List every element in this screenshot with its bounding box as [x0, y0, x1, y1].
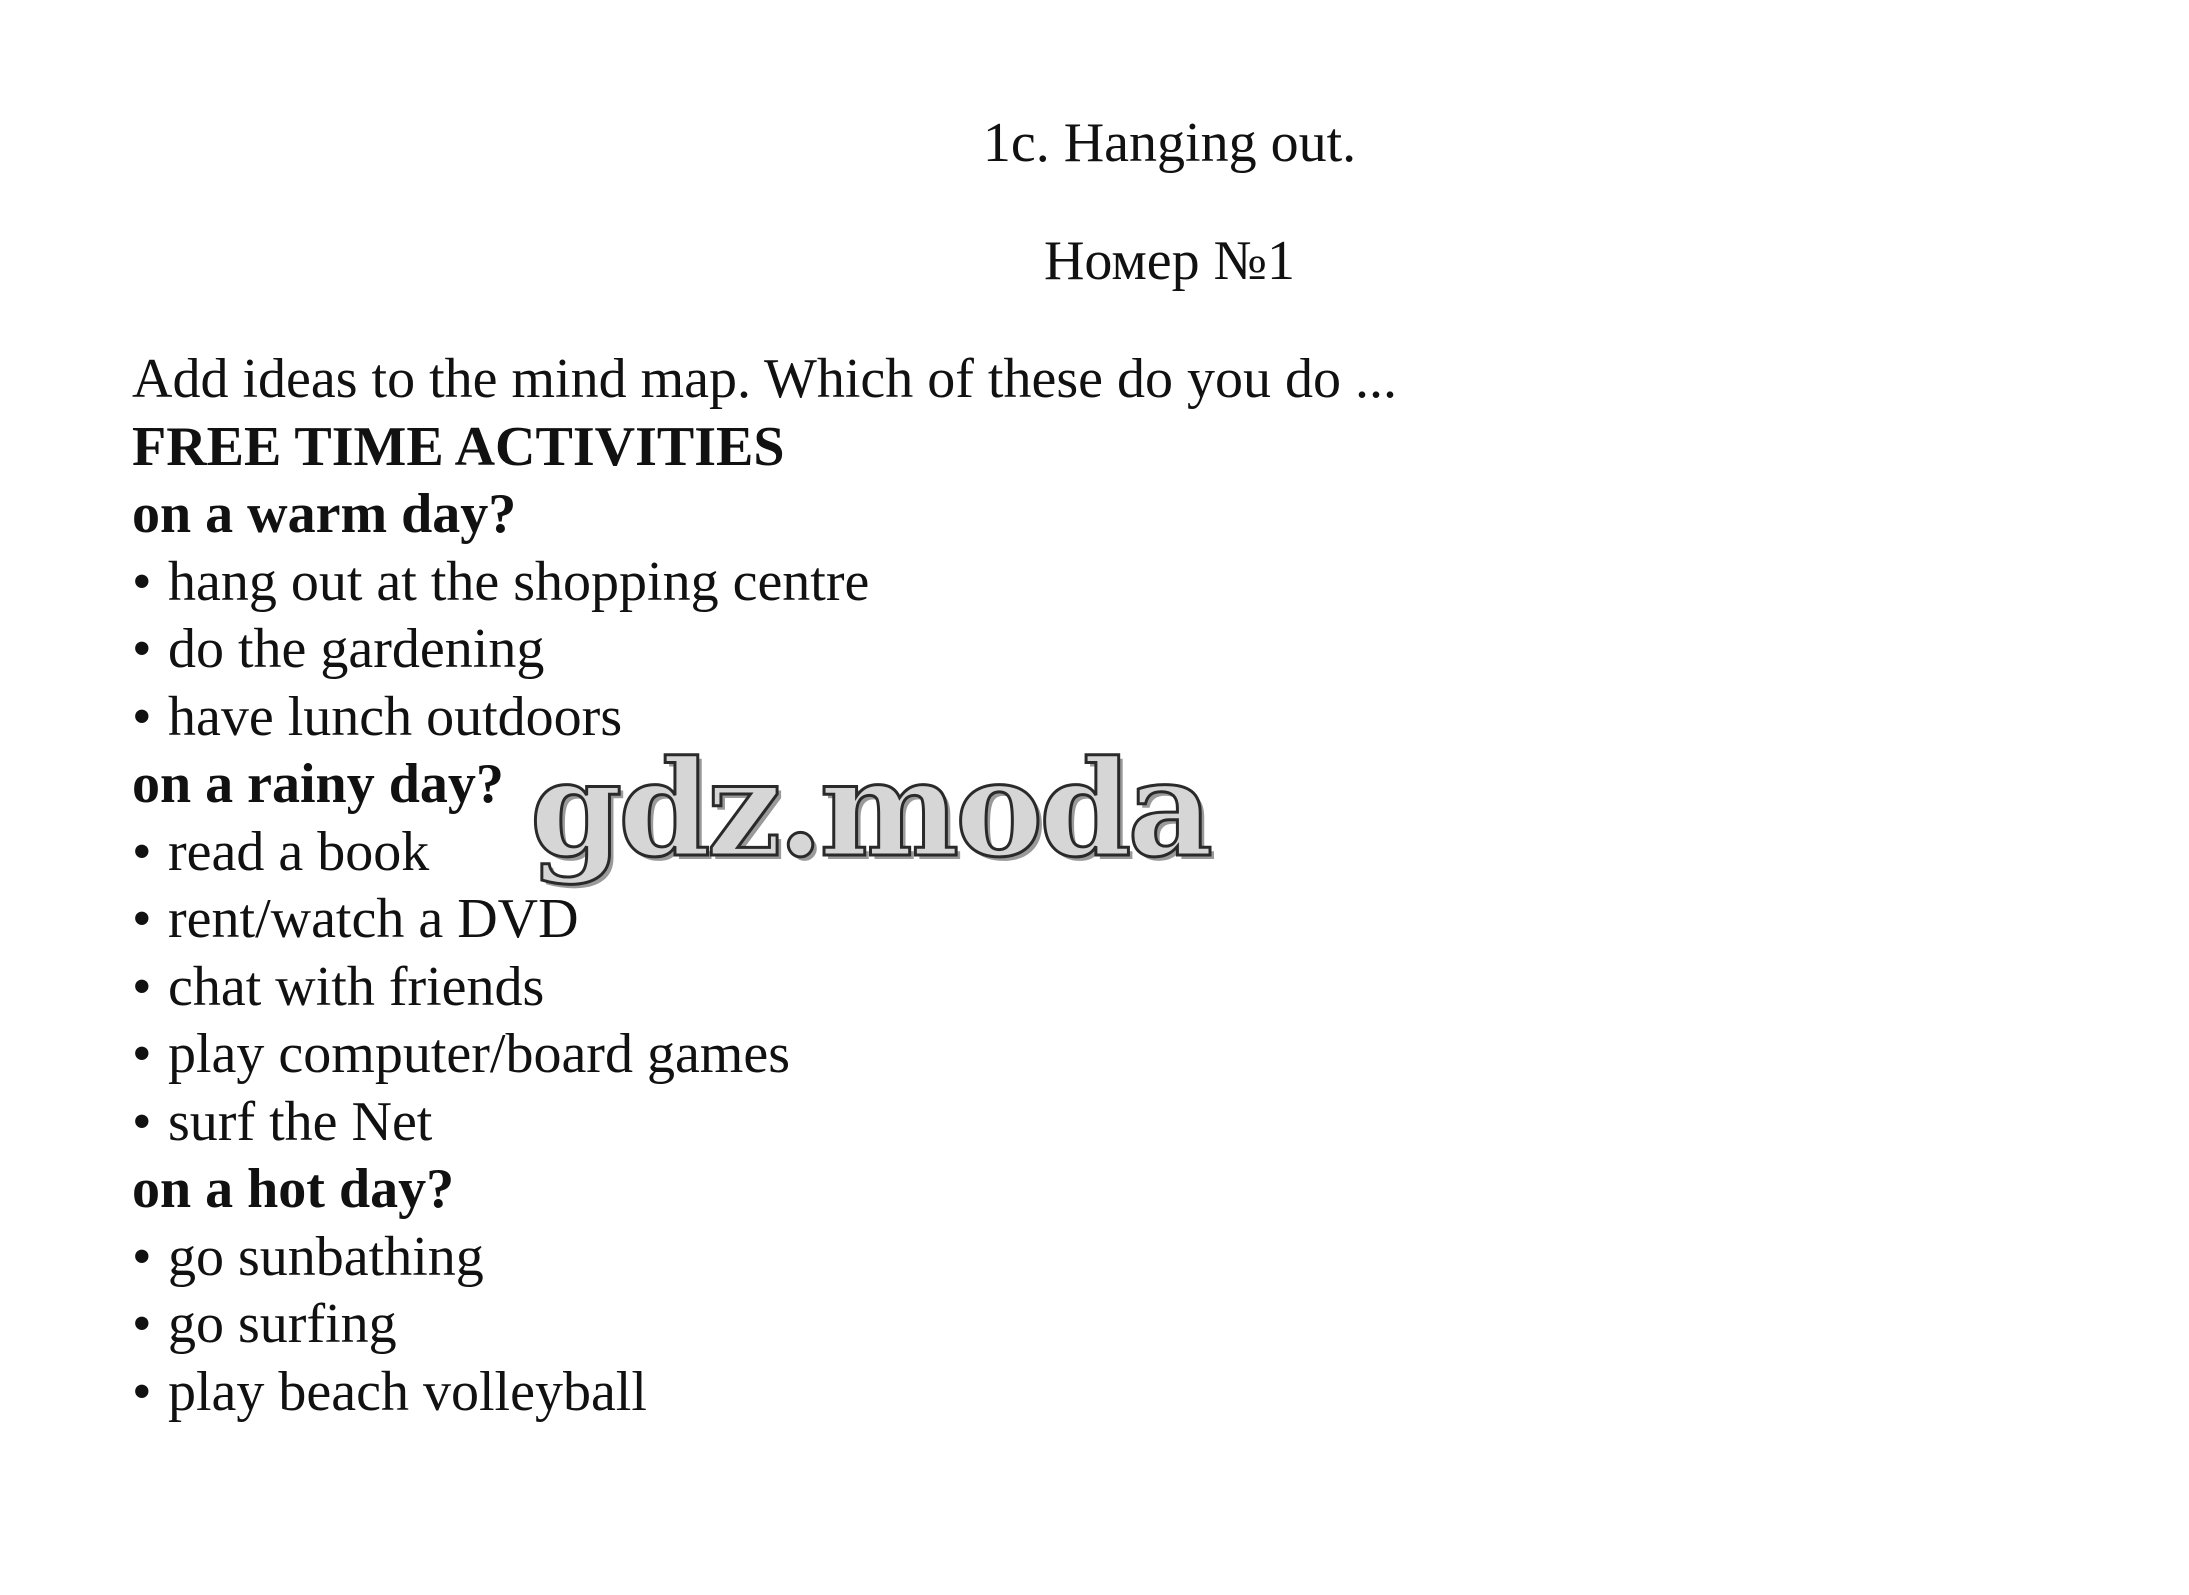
section-warm-day: [132, 481, 2032, 751]
list-item: • chat with friends: [132, 954, 2032, 1022]
section-heading: on a warm day?: [132, 483, 517, 545]
list-item: • read a book: [132, 819, 2032, 887]
section-heading: on a hot day?: [132, 1158, 455, 1220]
instruction-text: Add ideas to the mind map. Which of these do you do ...: [132, 348, 1397, 410]
list-item: • go sunbathing: [132, 1224, 2032, 1292]
mind-map-heading: FREE TIME ACTIVITIES: [132, 415, 785, 478]
list-item: • go surfing: [132, 1291, 2032, 1359]
section-hot-day: [132, 1156, 2032, 1426]
list-item: • rent/watch a DVD: [132, 886, 2032, 954]
list-item: • do the gardening: [132, 616, 2032, 684]
list-item: • have lunch outdoors: [132, 684, 2032, 752]
list-item: • play computer/board games: [132, 1021, 2032, 1089]
list-item: • hang out at the shopping centre: [132, 549, 2032, 617]
list-item: • surf the Net: [132, 1089, 2032, 1157]
list-item: • play beach volleyball: [132, 1359, 2032, 1427]
exercise-number: Номер №1: [1043, 230, 1296, 292]
page-title: 1c. Hanging out.: [982, 112, 1357, 174]
watermark-logo: gdz.moda: [530, 732, 1210, 887]
section-heading: on a rainy day?: [132, 753, 504, 815]
